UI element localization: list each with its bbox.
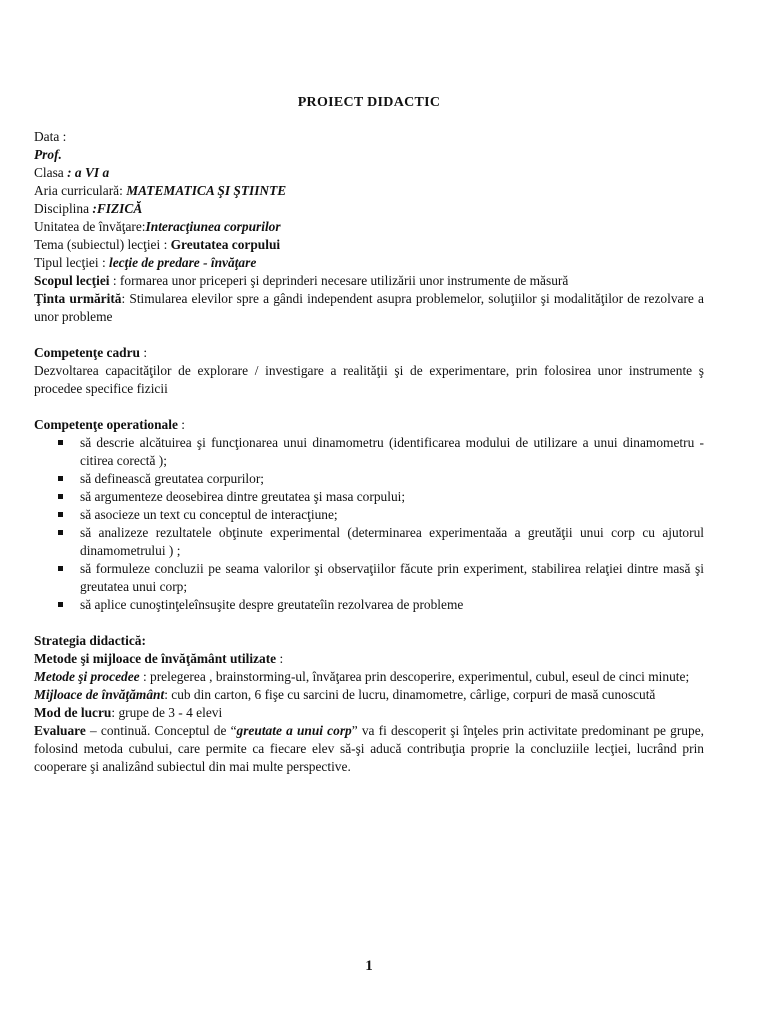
- data-line: Data :: [34, 129, 67, 144]
- mijloace-text: : cub din carton, 6 fişe cu sarcini de lucru, dinamometre, cârlige, corpuri de masă cunoscută: [164, 687, 656, 702]
- clasa-value: : a VI a: [67, 165, 110, 180]
- spacer: [34, 614, 704, 632]
- metode-paragraph: [34, 668, 704, 686]
- aria-line: [34, 182, 704, 200]
- mijloace-paragraph: [34, 686, 704, 704]
- document-body: [34, 128, 704, 776]
- scopul-text: : formarea unor priceperi şi deprinderi necesare utilizării unor instrumente de măsură: [109, 273, 569, 288]
- scopul-label: Scopul lecţiei: [34, 273, 110, 288]
- evaluare-text-2: ” va fi descoperit şi înţeles prin activitate predominant pe grupe, folosind metoda cubului, care permite ca fiecare elev să-şi aducă contribuţia proprie la concluziile lecţiei, lucrând prin cooperare şi analizând subiectul din mai multe perspective.: [34, 723, 704, 774]
- mod-text: : grupe de 3 - 4 elevi: [111, 705, 223, 720]
- metode-mijloace-heading: Metode şi mijloace de învăţământ utilizate: [34, 651, 277, 666]
- spacer: [34, 398, 704, 416]
- mod-line: [34, 704, 704, 722]
- competente-operationale-heading: Competenţe operationale: [34, 417, 178, 432]
- tema-label: Tema (subiectul) lecţiei :: [34, 237, 171, 252]
- disciplina-value: :FIZICĂ: [92, 201, 143, 216]
- tema-line: [34, 236, 704, 254]
- metode-label: Metode şi procedee: [34, 669, 140, 684]
- competente-operationale-list: [34, 434, 704, 614]
- evaluare-label: Evaluare: [34, 723, 86, 738]
- competente-operationale-heading-line: [34, 416, 704, 434]
- list-item: să definească greutatea corpurilor;: [56, 470, 704, 488]
- unitatea-value: Interacţiunea corpurilor: [145, 219, 281, 234]
- spacer: [34, 326, 704, 344]
- tipul-line: [34, 254, 704, 272]
- evaluare-text-1: – continuă. Conceptul de “: [85, 723, 237, 738]
- aria-value: MATEMATICA ŞI ŞTIINTE: [126, 183, 287, 198]
- metode-text: : prelegerea , brainstorming-ul, învăţarea prin descoperire, experimentul, cubul, eseul de cinci minute;: [139, 669, 690, 684]
- disciplina-label: Disciplina: [34, 201, 93, 216]
- metode-mijloace-colon: :: [276, 651, 284, 666]
- list-item: să analizeze rezultatele obţinute experimental (determinarea experimentaăa a greutăţii unui corp cu ajutorul dinamometrului ) ;: [56, 524, 704, 560]
- mod-label: Mod de lucru: [34, 705, 112, 720]
- unitatea-label: Unitatea de învăţare:: [34, 219, 146, 234]
- tinta-label: Ţinta urmărită: [34, 291, 122, 306]
- tinta-paragraph: [34, 290, 704, 326]
- clasa-line: [34, 164, 704, 182]
- competente-cadru-colon: :: [140, 345, 148, 360]
- evaluare-paragraph: [34, 722, 704, 776]
- competente-operationale-colon: :: [177, 417, 185, 432]
- strategia-heading: Strategia didactică:: [34, 633, 146, 648]
- tema-value: Greutatea corpului: [170, 237, 281, 252]
- tipul-value: lecţie de predare - învăţare: [109, 255, 257, 270]
- competente-cadru-text: Dezvoltarea capacităţilor de explorare / investigare a realităţii şi de experimentare, prin folosirea unor instrumente ş procedee specifice fizicii: [34, 363, 704, 396]
- aria-label: Aria curriculară:: [34, 183, 127, 198]
- page-title: PROIECT DIDACTIC: [297, 95, 441, 110]
- scopul-line: [34, 272, 704, 290]
- disciplina-line: [34, 200, 704, 218]
- list-item: să formuleze concluzii pe seama valorilor şi observaţiilor făcute prin experiment, stabilirea relaţiei dintre masă şi greutatea unui corp;: [56, 560, 704, 596]
- list-item: să aplice cunoştinţeleînsuşite despre greutateîin rezolvarea de probleme: [56, 596, 704, 614]
- list-item: să argumenteze deosebirea dintre greutatea şi masa corpului;: [56, 488, 704, 506]
- list-item: să descrie alcătuirea şi funcţionarea unui dinamometru (identificarea modului de utilizare a unui dinamometru - citirea corectă );: [56, 434, 704, 470]
- list-item: să asocieze un text cu conceptul de interacţiune;: [56, 506, 704, 524]
- prof-line: Prof.: [34, 147, 62, 162]
- tinta-text: : Stimularea elevilor spre a gândi independent asupra problemelor, soluţiilor şi modalităţilor de rezolvare a unor probleme: [34, 291, 704, 324]
- mijloace-label: Mijloace de învăţământ: [34, 687, 165, 702]
- unitatea-line: [34, 218, 704, 236]
- page-number: 1: [365, 958, 373, 974]
- competente-cadru-heading-line: [34, 344, 704, 362]
- metode-mijloace-heading-line: [34, 650, 704, 668]
- evaluare-emphasis: greutate a unui corp: [236, 723, 352, 738]
- competente-cadru-heading: Competenţe cadru: [34, 345, 140, 360]
- clasa-label: Clasa: [34, 165, 68, 180]
- tipul-label: Tipul lecţiei :: [34, 255, 110, 270]
